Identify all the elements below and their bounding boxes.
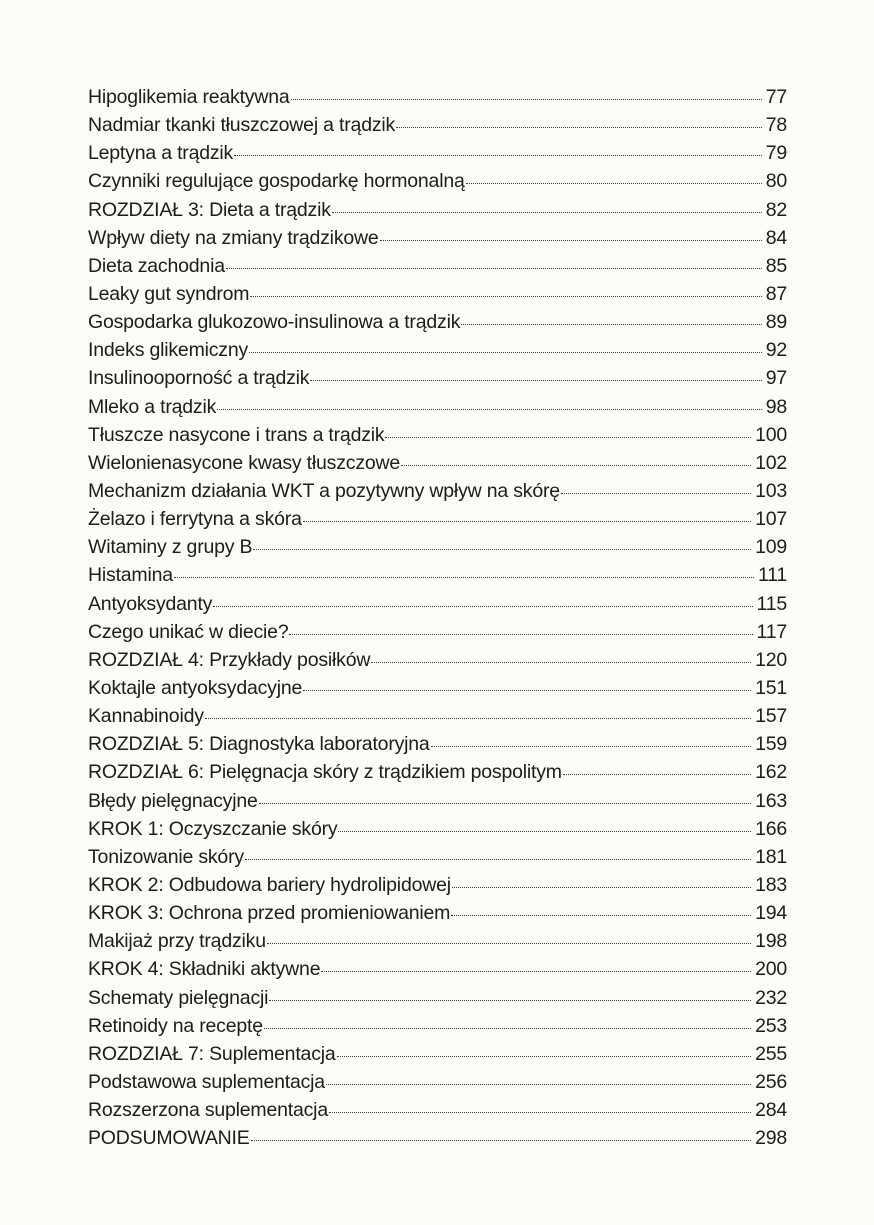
toc-entry [88, 1015, 787, 1043]
toc-entry-page-number: 194 [755, 902, 787, 925]
toc-entry [88, 930, 787, 958]
toc-entry [88, 593, 787, 621]
toc-entry [88, 1127, 787, 1155]
dot-leader [396, 127, 762, 128]
dot-leader [250, 296, 761, 297]
toc-entry-title: KROK 4: Składniki aktywne [88, 958, 321, 981]
dot-leader [332, 212, 762, 213]
dot-leader [264, 1028, 751, 1029]
dot-leader [269, 1000, 751, 1001]
toc-entry-page-number: 111 [757, 564, 787, 587]
toc-entry-title: Żelazo i ferrytyna a skóra [88, 508, 302, 531]
toc-entry-title: Hipoglikemia reaktywna [88, 86, 290, 108]
toc-entry-page-number: 109 [755, 536, 787, 559]
toc-entry-title: Antyoksydanty [88, 592, 213, 615]
toc-entry [88, 311, 787, 339]
dot-leader [289, 634, 752, 635]
dot-leader [259, 803, 751, 804]
toc-entry [88, 1099, 787, 1127]
toc-entry-title: Rozszerzona suplementacja [88, 1099, 328, 1122]
toc-entry-title: Czynniki regulujące gospodarkę hormonalną [88, 170, 465, 193]
toc-entry-page-number: 166 [755, 817, 787, 840]
toc-entry-title: ROZDZIAŁ 4: Przykłady posiłków [88, 648, 371, 671]
dot-leader [251, 1140, 752, 1141]
toc-entry [88, 761, 787, 789]
toc-entry [88, 649, 787, 677]
dot-leader [431, 746, 751, 747]
toc-entry-page-number: 85 [765, 254, 787, 277]
dot-leader [326, 1084, 751, 1085]
toc-entry-title: ROZDZIAŁ 7: Suplementacja [88, 1042, 336, 1065]
toc-entry-page-number: 151 [755, 676, 787, 699]
toc-entry-title: Tonizowanie skóry [88, 845, 244, 868]
dot-leader [451, 915, 751, 916]
toc-entry [88, 677, 787, 705]
table-of-contents [88, 86, 787, 1155]
toc-entry [88, 958, 787, 986]
toc-entry-title: ROZDZIAŁ 6: Pielęgnacja skóry z trądzikiem pospolitym [88, 761, 562, 784]
toc-entry [88, 142, 787, 170]
dot-leader [217, 409, 762, 410]
dot-leader [337, 1056, 752, 1057]
dot-leader [303, 690, 751, 691]
toc-entry [88, 480, 787, 508]
dot-leader [329, 1112, 751, 1113]
toc-entry [88, 424, 787, 452]
toc-entry-title: Nadmiar tkanki tłuszczowej a trądzik [88, 114, 396, 137]
toc-entry-title: Insulinooporność a trądzik [88, 367, 310, 390]
toc-entry-title: Gospodarka glukozowo-insulinowa a trądzik [88, 311, 461, 334]
toc-entry [88, 396, 787, 424]
toc-entry-title: Retinoidy na receptę [88, 1014, 263, 1037]
toc-entry-title: KROK 1: Oczyszczanie skóry [88, 817, 338, 840]
toc-entry [88, 902, 787, 930]
dot-leader [561, 493, 751, 494]
dot-leader [249, 352, 762, 353]
toc-entry [88, 874, 787, 902]
toc-entry-page-number: 117 [756, 620, 787, 643]
dot-leader [245, 859, 751, 860]
toc-entry-page-number: 162 [755, 761, 787, 784]
toc-entry-page-number: 89 [765, 311, 787, 334]
toc-entry [88, 339, 787, 367]
toc-entry-page-number: 232 [755, 986, 787, 1009]
toc-entry [88, 283, 787, 311]
toc-entry-title: ROZDZIAŁ 5: Diagnostyka laboratoryjna [88, 733, 430, 756]
dot-leader [234, 155, 762, 156]
toc-entry-title: KROK 2: Odbudowa bariery hydrolipidowej [88, 873, 451, 896]
toc-entry-title: Mleko a trądzik [88, 395, 217, 418]
toc-entry-page-number: 103 [755, 479, 787, 502]
toc-entry-page-number: 157 [755, 705, 787, 728]
dot-leader [310, 380, 761, 381]
dot-leader [321, 971, 751, 972]
toc-entry [88, 255, 787, 283]
toc-entry-title: PODSUMOWANIE [88, 1127, 250, 1150]
toc-entry-title: Dieta zachodnia [88, 254, 225, 277]
toc-entry [88, 733, 787, 761]
toc-entry [88, 536, 787, 564]
toc-entry-page-number: 159 [755, 733, 787, 756]
toc-entry-page-number: 97 [765, 367, 787, 390]
toc-entry-page-number: 78 [765, 114, 787, 137]
dot-leader [267, 943, 751, 944]
toc-entry [88, 846, 787, 874]
toc-entry-title: Leptyna a trądzik [88, 142, 234, 165]
toc-entry-title: Mechanizm działania WKT a pozytywny wpływ na skórę [88, 479, 560, 502]
toc-entry-page-number: 181 [755, 845, 787, 868]
toc-entry-page-number: 98 [765, 395, 787, 418]
toc-entry-page-number: 77 [765, 86, 787, 108]
dot-leader [253, 549, 751, 550]
toc-entry [88, 818, 787, 846]
toc-entry-title: Histamina [88, 564, 173, 587]
dot-leader [174, 577, 754, 578]
toc-entry [88, 114, 787, 142]
toc-entry-title: Schematy pielęgnacji [88, 986, 269, 1009]
toc-entry-title: Czego unikać w diecie? [88, 620, 289, 643]
dot-leader [205, 718, 751, 719]
toc-entry-page-number: 198 [755, 930, 787, 953]
toc-entry-page-number: 183 [755, 873, 787, 896]
dot-leader [563, 774, 751, 775]
toc-entry [88, 508, 787, 536]
dot-leader [452, 887, 751, 888]
toc-entry-page-number: 284 [755, 1099, 787, 1122]
toc-entry-page-number: 256 [755, 1070, 787, 1093]
toc-entry [88, 705, 787, 733]
toc-entry-page-number: 115 [756, 592, 787, 615]
toc-entry-page-number: 253 [755, 1014, 787, 1037]
toc-entry-page-number: 100 [755, 423, 787, 446]
toc-entry-title: Tłuszcze nasycone i trans a trądzik [88, 423, 385, 446]
toc-entry-page-number: 80 [765, 170, 787, 193]
toc-entry-page-number: 120 [755, 648, 787, 671]
toc-entry-title: Koktajle antyoksydacyjne [88, 676, 303, 699]
dot-leader [401, 465, 751, 466]
toc-entry-page-number: 82 [765, 198, 787, 221]
toc-entry-title: Indeks glikemiczny [88, 339, 249, 362]
toc-entry-title: Makijaż przy trądziku [88, 930, 266, 953]
toc-entry [88, 1043, 787, 1071]
toc-entry [88, 170, 787, 198]
toc-entry-page-number: 255 [755, 1042, 787, 1065]
toc-entry-page-number: 92 [765, 339, 787, 362]
dot-leader [380, 240, 762, 241]
toc-entry [88, 987, 787, 1015]
toc-entry [88, 790, 787, 818]
toc-entry-title: Podstawowa suplementacja [88, 1070, 325, 1093]
toc-entry-title: Leaky gut syndrom [88, 282, 250, 305]
toc-entry-title: Witaminy z grupy B [88, 536, 253, 559]
toc-entry-page-number: 87 [765, 282, 787, 305]
toc-entry [88, 199, 787, 227]
toc-entry-page-number: 79 [765, 142, 787, 165]
dot-leader [226, 268, 762, 269]
toc-entry-title: Kannabinoidy [88, 705, 204, 728]
dot-leader [303, 521, 751, 522]
toc-entry [88, 227, 787, 255]
dot-leader [466, 183, 762, 184]
toc-entry [88, 452, 787, 480]
toc-entry-page-number: 107 [755, 508, 787, 531]
toc-entry-page-number: 298 [755, 1127, 787, 1150]
toc-entry [88, 1071, 787, 1099]
dot-leader [385, 437, 751, 438]
dot-leader [461, 324, 761, 325]
toc-entry-page-number: 102 [755, 451, 787, 474]
toc-entry [88, 621, 787, 649]
toc-entry [88, 367, 787, 395]
toc-entry-title: KROK 3: Ochrona przed promieniowaniem [88, 902, 451, 925]
toc-entry-page-number: 84 [765, 226, 787, 249]
dot-leader [371, 662, 751, 663]
toc-entry [88, 564, 787, 592]
toc-entry-title: Wpływ diety na zmiany trądzikowe [88, 226, 379, 249]
toc-entry-page-number: 163 [755, 789, 787, 812]
toc-entry-title: Błędy pielęgnacyjne [88, 789, 258, 812]
dot-leader [213, 606, 752, 607]
toc-entry [88, 86, 787, 114]
dot-leader [291, 99, 762, 100]
dot-leader [338, 831, 751, 832]
toc-entry-title: ROZDZIAŁ 3: Dieta a trądzik [88, 198, 331, 221]
toc-entry-page-number: 200 [755, 958, 787, 981]
toc-entry-title: Wielonienasycone kwasy tłuszczowe [88, 451, 401, 474]
